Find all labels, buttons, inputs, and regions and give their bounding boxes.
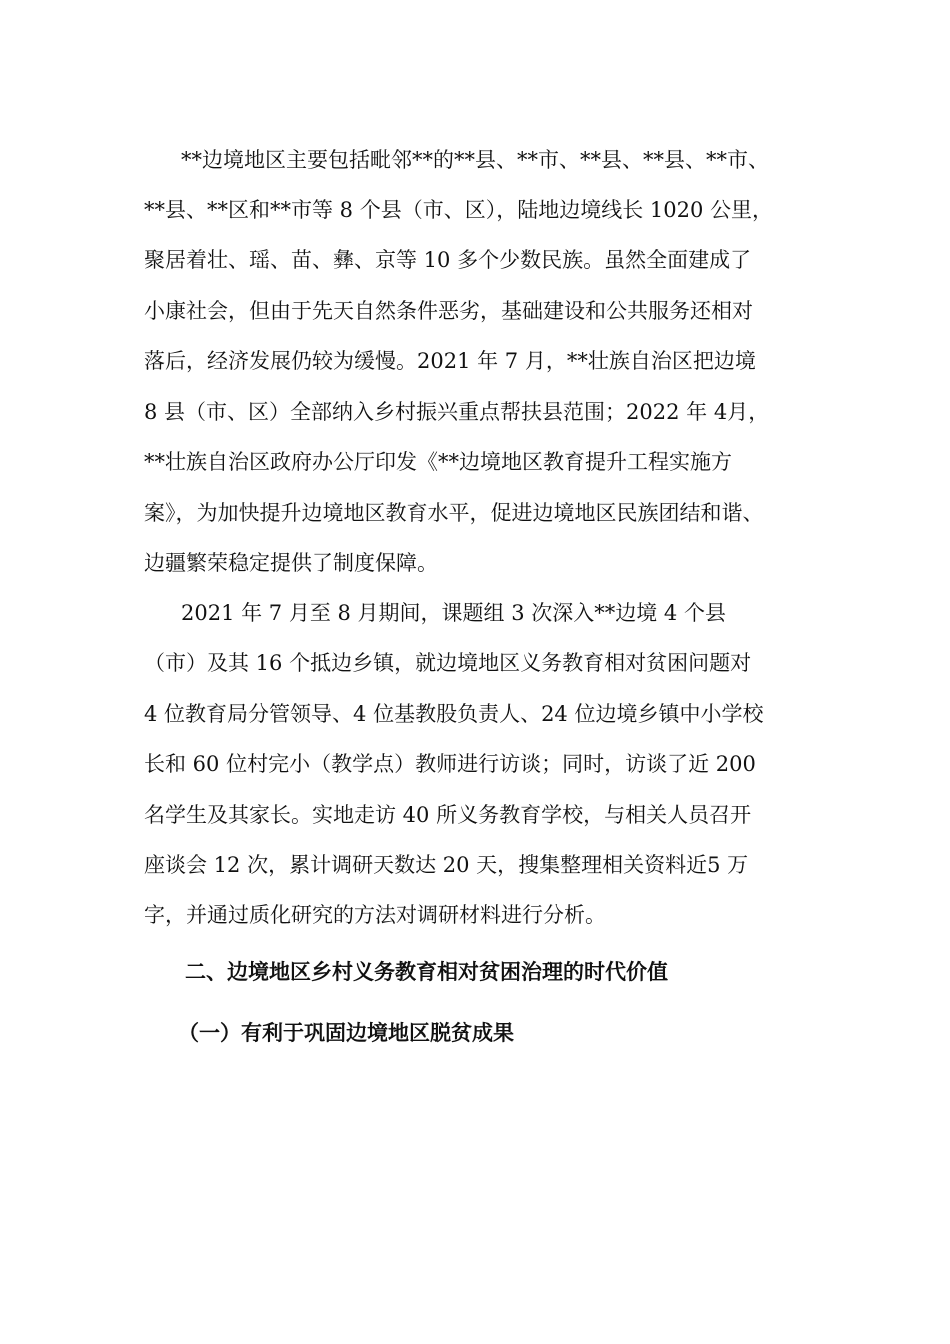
subsection-heading: （一）有利于巩固边境地区脱贫成果 [178, 1021, 514, 1045]
paragraph-line: **边境地区主要包括毗邻**的**县、**市、**县、**县、**市、 [181, 148, 769, 172]
paragraph-line: 长和 60 位村完小（教学点）教师进行访谈；同时，访谈了近 200 [144, 752, 756, 776]
paragraph-line: 边疆繁荣稳定提供了制度保障。 [144, 551, 438, 575]
paragraph-line: **壮族自治区政府办公厅印发《**边境地区教育提升工程实施方 [144, 450, 732, 474]
paragraph-line: （市）及其 16 个抵边乡镇，就边境地区义务教育相对贫困问题对 [144, 651, 752, 675]
paragraph-line: 4 位教育局分管领导、4 位基教股负责人、24 位边境乡镇中小学校 [144, 702, 764, 726]
paragraph-line: 聚居着壮、瑶、苗、彝、京等 10 多个少数民族。虽然全面建成了 [144, 248, 752, 272]
paragraph-line: 名学生及其家长。实地走访 40 所义务教育学校，与相关人员召开 [144, 803, 752, 827]
paragraph-line: 2021 年 7 月至 8 月期间，课题组 3 次深入**边境 4 个县 [181, 601, 726, 625]
paragraph-line: **县、**区和**市等 8 个县（市、区），陆地边境线长 1020 公里， [144, 198, 774, 222]
paragraph-line: 8 县（市、区）全部纳入乡村振兴重点帮扶县范围；2022 年 4月， [144, 400, 770, 424]
paragraph-line: 案》，为加快提升边境地区教育水平，促进边境地区民族团结和谐、 [144, 501, 764, 525]
paragraph-line: 落后，经济发展仍较为缓慢。2021 年 7 月，**壮族自治区把边境 [144, 349, 756, 373]
section-heading: 二、边境地区乡村义务教育相对贫困治理的时代价值 [185, 960, 668, 984]
paragraph-line: 小康社会，但由于先天自然条件恶劣，基础建设和公共服务还相对 [144, 299, 753, 323]
paragraph-line: 字，并通过质化研究的方法对调研材料进行分析。 [144, 903, 606, 927]
paragraph-line: 座谈会 12 次，累计调研天数达 20 天，搜集整理相关资料近5 万 [144, 853, 749, 877]
